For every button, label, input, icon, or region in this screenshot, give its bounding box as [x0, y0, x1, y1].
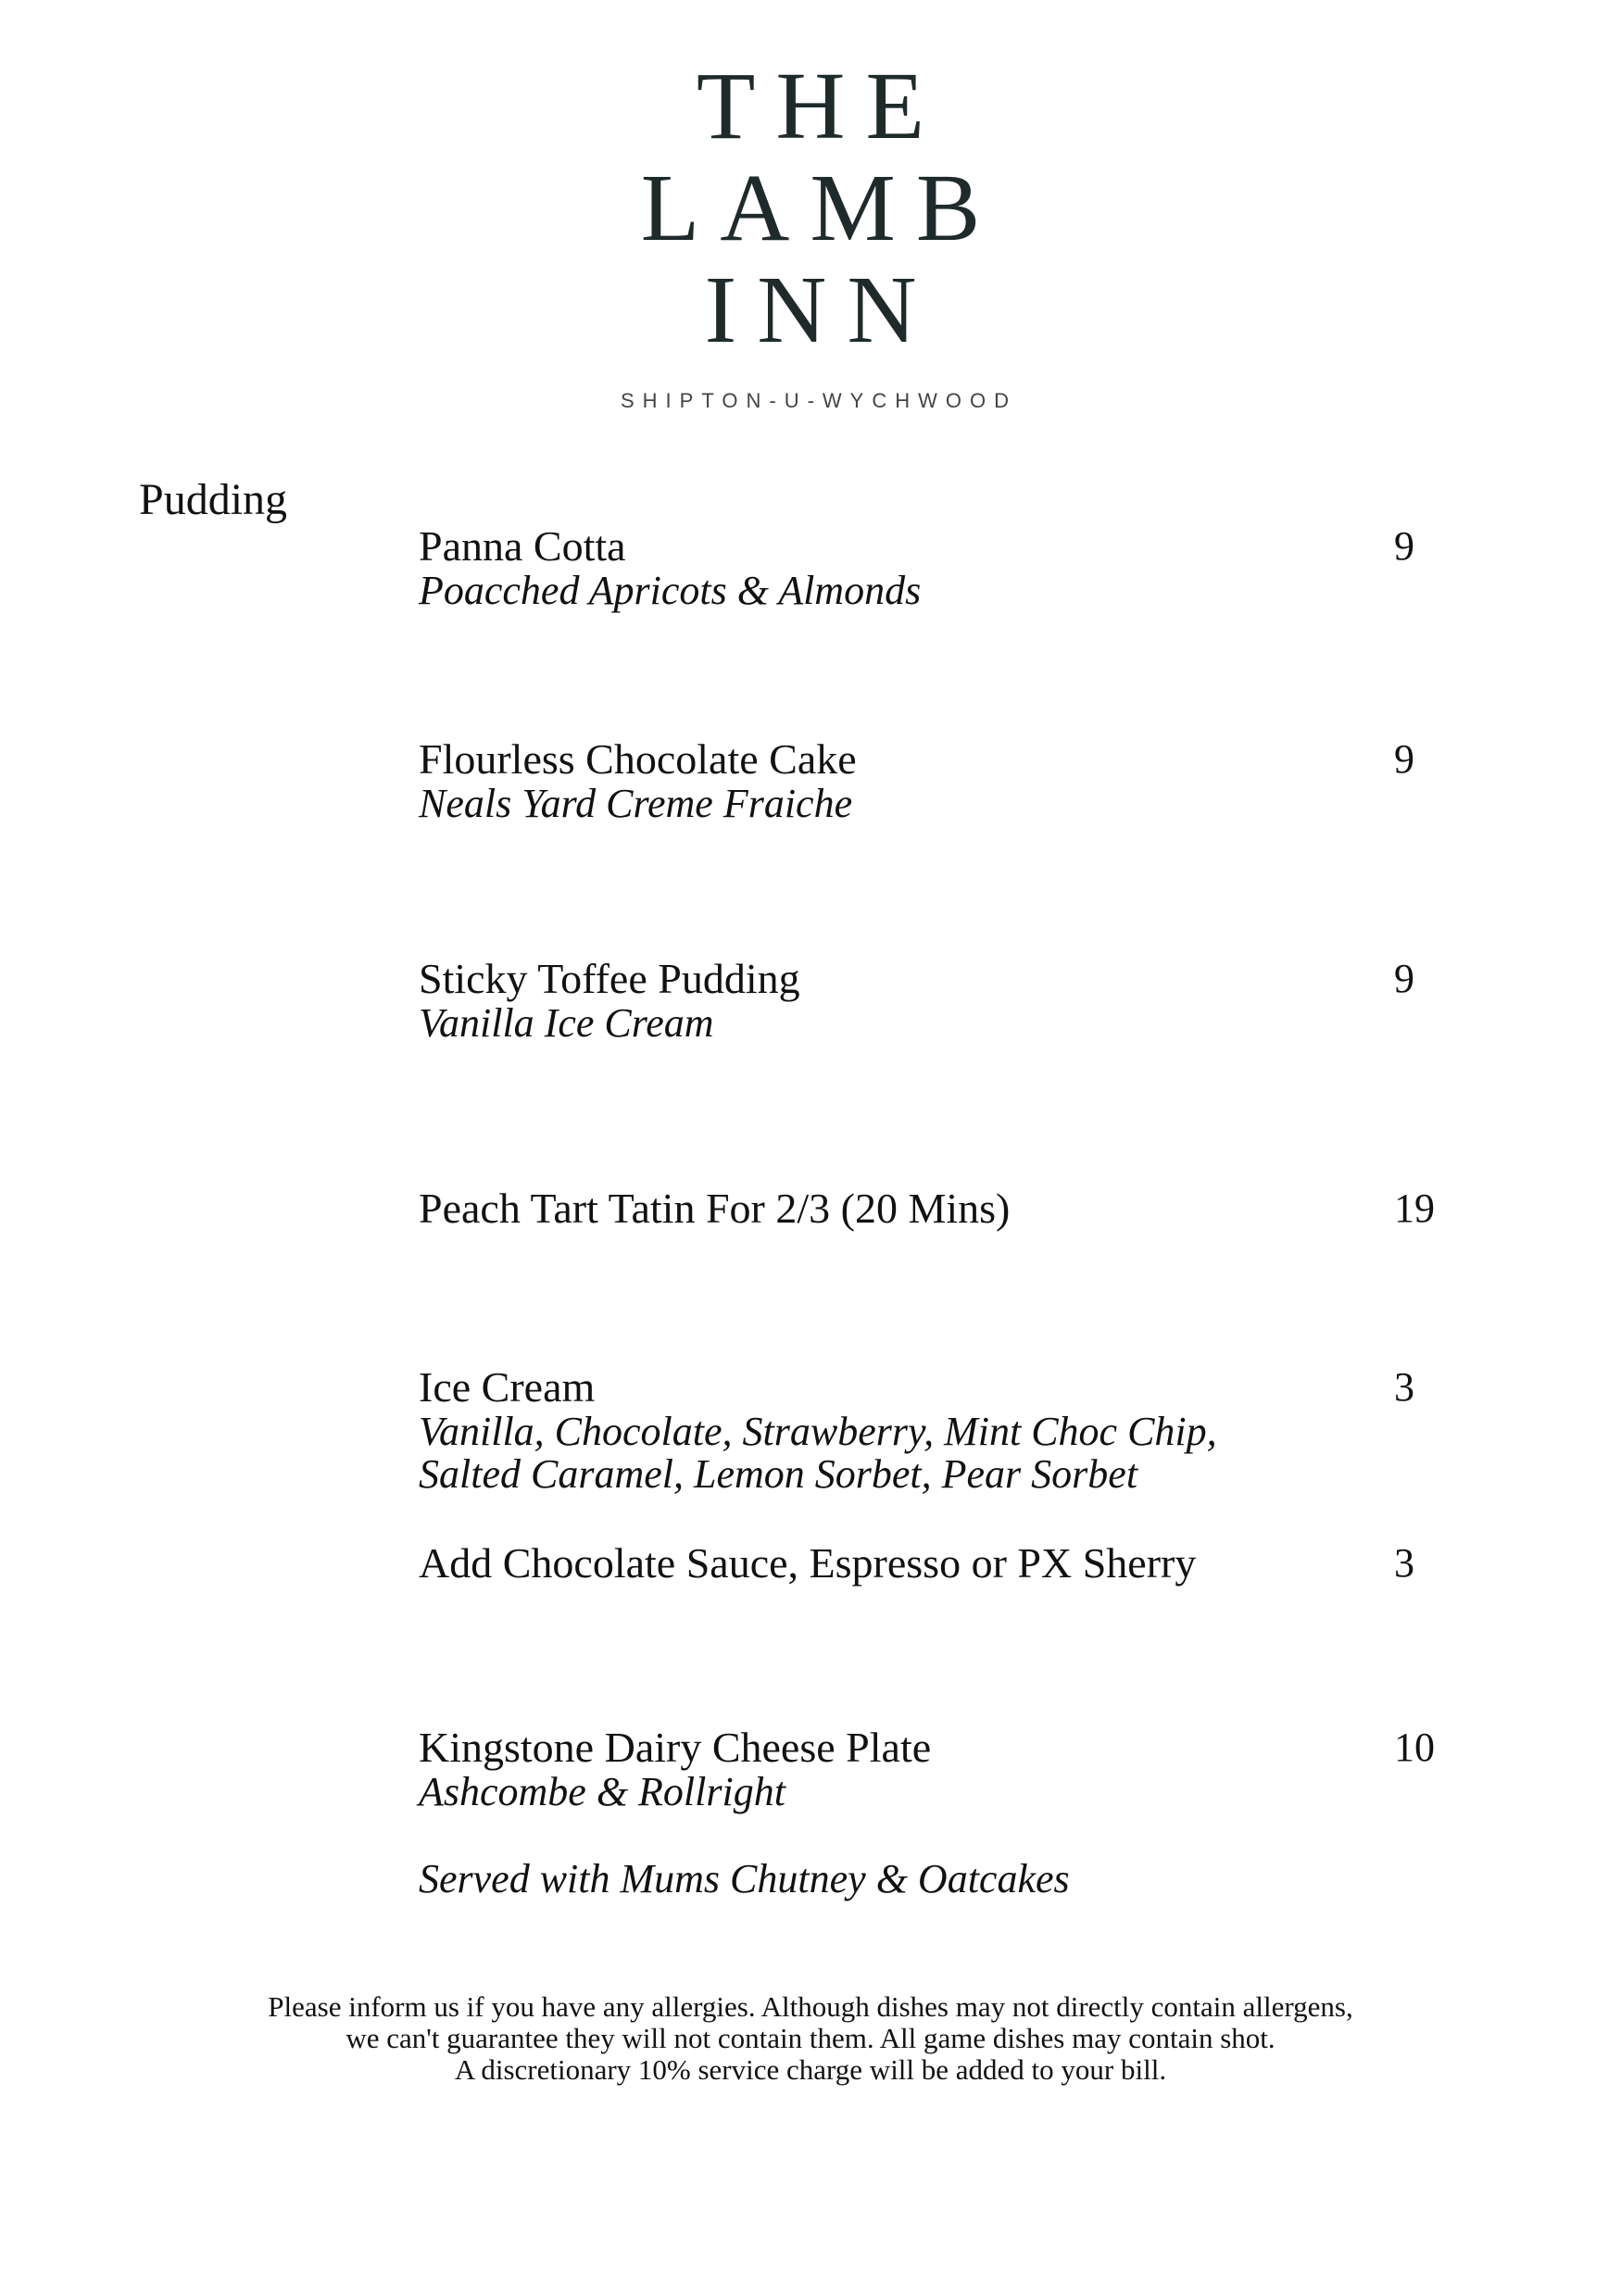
footer-line: we can't guarantee they will not contain them. All game dishes may contain shot.: [346, 2022, 1275, 2054]
menu-item-sticky-toffee-pudding: [419, 956, 1447, 1045]
menu-item-price: 3: [1394, 1364, 1414, 1410]
menu-item-name: Sticky Toffee Pudding: [419, 955, 800, 1002]
menu-item-description: Served with Mums Chutney & Oatcakes: [419, 1856, 1070, 1901]
restaurant-logo: [0, 53, 1621, 363]
menu-item-name: Panna Cotta: [419, 522, 626, 570]
menu-item-panna-cotta: [419, 523, 1447, 612]
logo-line-the: THE: [696, 53, 946, 159]
menu-item-description: Vanilla Ice Cream: [419, 1000, 714, 1046]
menu-item-name: Kingstone Dairy Cheese Plate: [419, 1724, 932, 1771]
menu-item-price: 10: [1394, 1725, 1435, 1770]
logo-line-lamb: LAMB: [640, 155, 1001, 261]
menu-item-description: Salted Caramel, Lemon Sorbet, Pear Sorbet: [419, 1451, 1138, 1497]
menu-item-name: Ice Cream: [419, 1363, 596, 1411]
section-title: Pudding: [139, 475, 288, 524]
menu-item-price: 19: [1394, 1186, 1435, 1231]
menu-item-description: Poacched Apricots & Almonds: [419, 568, 922, 613]
logo-line-inn: INN: [704, 257, 937, 363]
menu-item-ice-cream: [419, 1364, 1447, 1496]
menu-item-price: 3: [1394, 1540, 1414, 1586]
footer-line: Please inform us if you have any allergies. Although dishes may not directly contain allergens,: [268, 1990, 1353, 2023]
allergy-notice: [0, 1991, 1621, 2086]
menu-item-price: 9: [1394, 736, 1414, 782]
menu-item-name: Add Chocolate Sauce, Espresso or PX Sherry: [419, 1539, 1197, 1587]
menu-item-description: Neals Yard Creme Fraiche: [419, 781, 853, 826]
menu-item-cheese-plate: [419, 1725, 1447, 1813]
menu-item-peach-tart-tatin: [419, 1186, 1447, 1232]
menu-item-name: Flourless Chocolate Cake: [419, 735, 857, 783]
menu-item-description: Vanilla, Chocolate, Strawberry, Mint Choc Chip,: [419, 1409, 1217, 1454]
menu-item-description: Ashcombe & Rollright: [419, 1769, 785, 1814]
logo-subtitle: SHIPTON-U-WYCHWOOD: [620, 389, 1018, 412]
menu-item-price: 9: [1394, 523, 1414, 569]
menu-item-chocolate-cake: [419, 736, 1447, 825]
menu-item-price: 9: [1394, 956, 1414, 1001]
footer-line: A discretionary 10% service charge will be added to your bill.: [454, 2053, 1167, 2086]
menu-item-name: Peach Tart Tatin For 2/3 (20 Mins): [419, 1185, 1011, 1232]
menu-item-cheese-accompaniments: [419, 1858, 1447, 1901]
menu-item-ice-cream-addons: [419, 1540, 1447, 1587]
